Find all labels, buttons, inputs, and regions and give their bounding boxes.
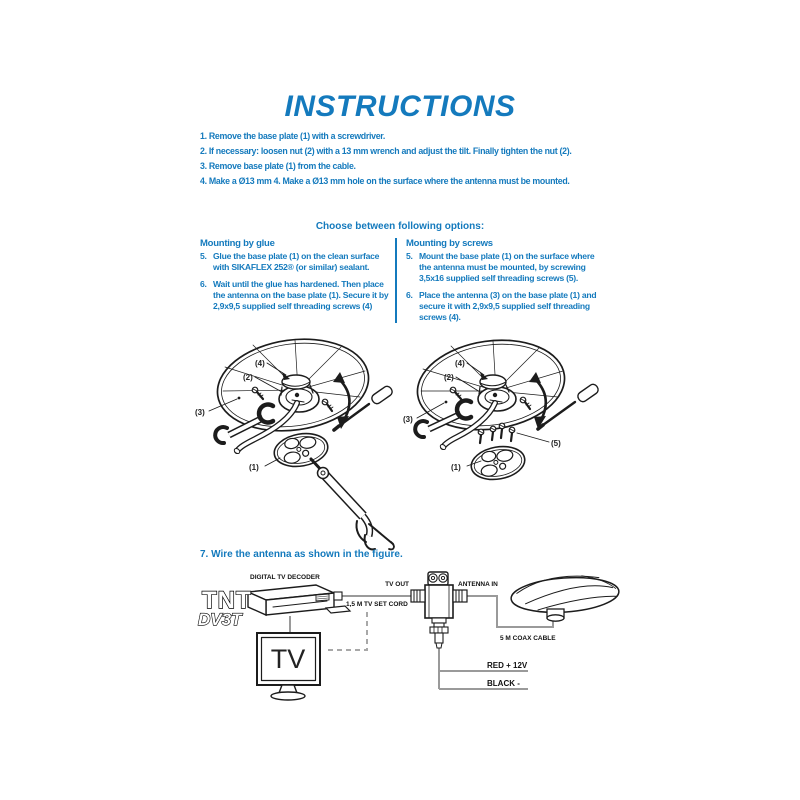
label-4: (4) xyxy=(455,359,465,368)
tv-out-label: TV OUT xyxy=(385,581,409,588)
base-plate-drawing xyxy=(469,443,528,484)
antenna-in-connector xyxy=(453,590,467,602)
page-title: INSTRUCTIONS xyxy=(284,90,516,123)
glue-step-5 xyxy=(200,251,392,273)
step-3: 3. Remove base plate (1) from the cable. xyxy=(200,161,356,171)
decoder-label: DIGITAL TV DECODER xyxy=(250,574,320,581)
screws-step-6-text: Place the antenna (3) on the base plate (1) and secure it with 2,9x9,5 supplied self threading screws (4). xyxy=(419,290,597,322)
step-1: 1. Remove the base plate (1) with a screwdriver. xyxy=(200,131,386,141)
label-3: (3) xyxy=(403,415,413,424)
screws-step-5 xyxy=(406,251,604,284)
glue-step-6-text: Wait until the glue has hardened. Then place the antenna on the base plate (1). Secure it by 2,9x9,5 supplied self threading screws (4) xyxy=(213,279,389,311)
wiring-diagram xyxy=(185,565,630,715)
glue-heading: Mounting by glue xyxy=(200,238,275,249)
coax-label: 5 M COAX CABLE xyxy=(500,635,556,642)
mounting-options xyxy=(200,238,604,323)
label-1: (1) xyxy=(451,463,461,472)
antenna-dome-small-drawing xyxy=(510,573,620,621)
label-4: (4) xyxy=(255,359,265,368)
step-7: 7. Wire the antenna as shown in the figure. xyxy=(200,549,403,560)
label-2: (2) xyxy=(243,373,253,382)
dvbt-logo: DV3T xyxy=(198,610,242,629)
decoder-box-drawing xyxy=(248,585,350,615)
tnt-logo: TNT xyxy=(202,587,252,614)
steps-1-4 xyxy=(200,129,572,189)
tv-label: TV xyxy=(270,644,306,674)
black-wire-label: BLACK - xyxy=(487,679,520,688)
antenna-in-label: ANTENNA IN xyxy=(458,581,498,588)
label-1: (1) xyxy=(249,463,259,472)
label-3: (3) xyxy=(195,408,205,417)
glue-option-column xyxy=(200,238,392,323)
screws-step-6 xyxy=(406,290,604,323)
figure-mounting-screws xyxy=(401,333,626,493)
red-wire-label: RED + 12V xyxy=(487,661,528,670)
glue-gun-icon xyxy=(311,459,394,549)
step-2: 2. If necessary: loosen nut (2) with a 13 mm wrench and adjust the tilt. Finally tighten the nut (2). xyxy=(200,146,572,156)
options-header: Choose between following options: xyxy=(315,221,485,232)
glue-step-5-text: Glue the base plate (1) on the clean surface with SIKAFLEX 252® (or similar) sealant. xyxy=(213,251,380,272)
step-4: 4. Make a Ø13 mm 4. Make a Ø13 mm hole on the surface where the antenna must be mounted. xyxy=(200,176,570,186)
cord-routing-dashed-line xyxy=(327,612,367,650)
screws-step-5-num: 5. xyxy=(406,251,413,261)
glue-step-6 xyxy=(200,279,392,312)
screws-step-5-text: Mount the base plate (1) on the surface where the antenna must be mounted, by screwing 3,5x16 supplied self threading screws (5). xyxy=(419,251,595,283)
screws-step-6-num: 6. xyxy=(406,290,413,300)
tv-monitor-drawing xyxy=(257,633,320,700)
label-5: (5) xyxy=(551,439,561,448)
glue-step-6-num: 6. xyxy=(200,279,207,289)
cord-label: 1,5 M TV SET CORD xyxy=(346,601,408,608)
label-2: (2) xyxy=(444,373,454,382)
screws-heading: Mounting by screws xyxy=(406,238,493,249)
figure-mounting-glue xyxy=(193,333,418,563)
base-plate-drawing xyxy=(272,430,331,471)
screws-option-column xyxy=(397,238,604,323)
glue-step-5-num: 5. xyxy=(200,251,207,261)
tv-out-connector xyxy=(411,590,425,602)
